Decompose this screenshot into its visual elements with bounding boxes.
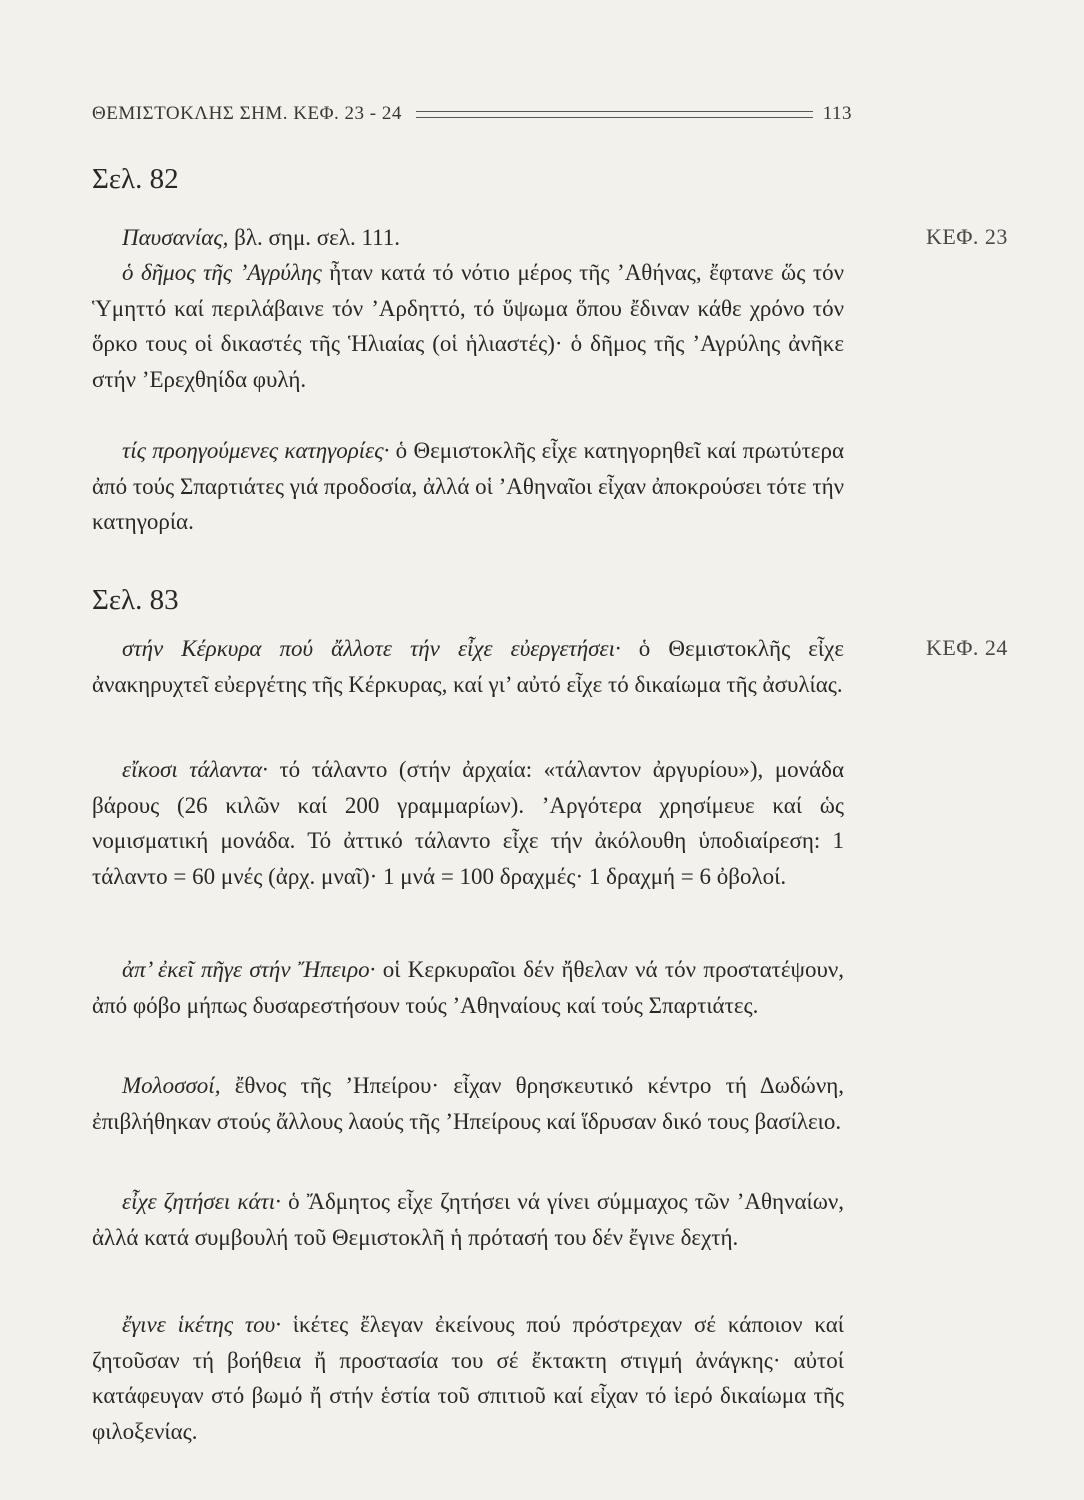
note-text: ἔθνος τῆς ’Ηπείρου· εἶχαν θρησκευτικό κέντρο τή Δωδώνη, ἐπιβλήθηκαν στούς ἄλλους λαούς τῆς ’Ηπείρους καί ἵδρυσαν δικό τους βασίλειο. [92, 1073, 844, 1134]
note-text: ὁ Θεμιστοκλῆς εἶχε ἀνακηρυχτεῖ εὐεργέτης τῆς Κέρκυρας, καί γι’ αὐτό εἶχε τό δικαίωμα τῆς ἀσυλίας. [92, 636, 844, 697]
note-text: ὁ Ἄδμητος εἶχε ζητήσει νά γίνει σύμμαχος τῶν ’Αθηναίων, ἀλλά κατά συμβουλή τοῦ Θεμιστοκλῆ ἡ πρότασή του δέν ἔγινε δεχτή. [92, 1189, 845, 1250]
chapter-ref-24: ΚΕΦ. 24 [926, 635, 1008, 660]
note-eikosi-talanta [92, 752, 844, 894]
running-header [92, 100, 852, 128]
note-lemma: ἔγινε ἱκέτης του· [122, 1312, 281, 1337]
note-lemma: Παυσανίας, [122, 225, 229, 250]
note-text: ἦταν κατά τό νότιο μέρος τῆς ’Αθήνας, ἔφτανε ὥς τόν Ὑμηττό καί περιλάβαινε τόν ’Αρδηττό, τό ὕψωμα ὅπου ἔδιναν κάθε χρόνο τόν ὅρκο τους οἱ δικαστές τῆς Ἡλιαίας (οἱ ἡλιαστές)· ὁ δῆμος τῆς ’Αγρύλης ἀνῆκε στήν ’Ερεχθηίδα φυλή. [92, 260, 844, 392]
note-iketis [92, 1307, 844, 1449]
page-number: 113 [822, 103, 852, 124]
note-text: ὁ Θεμιστοκλῆς εἶχε κατηγορηθεῖ καί πρωτύτερα ἀπό τούς Σπαρτιάτες γιά προδοσία, ἀλλά οἱ ’Αθηναῖοι εἶχαν ἀποκρούσει τότε τήν κατηγορία. [92, 438, 844, 534]
note-lemma: εἶχε ζητήσει κάτι· [122, 1189, 281, 1214]
chapter-ref-23: ΚΕΦ. 23 [926, 224, 1008, 249]
note-proigoumenes-katigories [92, 433, 844, 540]
note-kerkyra [92, 631, 844, 702]
note-eixe-zitisei [92, 1184, 844, 1255]
note-pausanias [92, 220, 844, 256]
header-rule [416, 111, 813, 118]
note-ipeiros [92, 952, 844, 1023]
note-lemma: Μολοσσοί, [122, 1073, 221, 1098]
note-text: τό τάλαντο (στήν ἀρχαία: «τάλαντον ἀργυρίου»), μονάδα βάρους (26 κιλῶν καί 200 γραμμαρίων). ’Αργότερα χρησίμευε καί ὡς νομισματική μονάδα. Τό ἀττικό τάλαντο εἶχε τήν ἀκόλουθη ὑποδιαίρεση: 1 τάλαντο = 60 μνές (ἀρχ. μναῖ)· 1 μνά = 100 δραχμές· 1 δραχμή = 6 ὀβολοί. [92, 757, 845, 889]
note-text: βλ. σημ. σελ. 111. [228, 225, 401, 250]
section-heading-sel-82: Σελ. 82 [92, 163, 179, 195]
note-text: ἱκέτες ἔλεγαν ἐκείνους πού πρόστρεχαν σέ κάποιον καί ζητοῦσαν τή βοήθεια ἤ προστασία του σέ ἔκτακτη στιγμή ἀνάγκης· αὐτοί κατάφευγαν στό βωμό ἤ στήν ἑστία τοῦ σπιτιοῦ καί εἶχαν τό ἱερό δικαίωμα τῆς φιλοξενίας. [92, 1312, 844, 1444]
note-lemma: στήν Κέρκυρα πού ἄλλοτε τήν εἶχε εὐεργετήσει· [122, 636, 621, 661]
note-lemma: εἴκοσι τάλαντα· [122, 757, 268, 782]
note-text: οἱ Κερκυραῖοι δέν ἤθελαν νά τόν προστατέψουν, ἀπό φόβο μήπως δυσαρεστήσουν τούς ’Αθηναίους καί τούς Σπαρτιάτες. [92, 957, 844, 1018]
note-demos-agrylis [92, 255, 844, 397]
note-lemma: ἀπ’ ἐκεῖ πῆγε στήν Ἤπειρο· [122, 957, 376, 982]
note-molossoi [92, 1068, 844, 1139]
section-heading-sel-83: Σελ. 83 [92, 584, 179, 616]
running-title: ΘΕΜΙΣΤΟΚΛΗΣ ΣΗΜ. ΚΕΦ. 23 - 24 [92, 103, 402, 124]
note-lemma: ὁ δῆμος τῆς ’Αγρύλης [122, 260, 322, 285]
note-lemma: τίς προηγούμενες κατηγορίες· [122, 438, 390, 463]
